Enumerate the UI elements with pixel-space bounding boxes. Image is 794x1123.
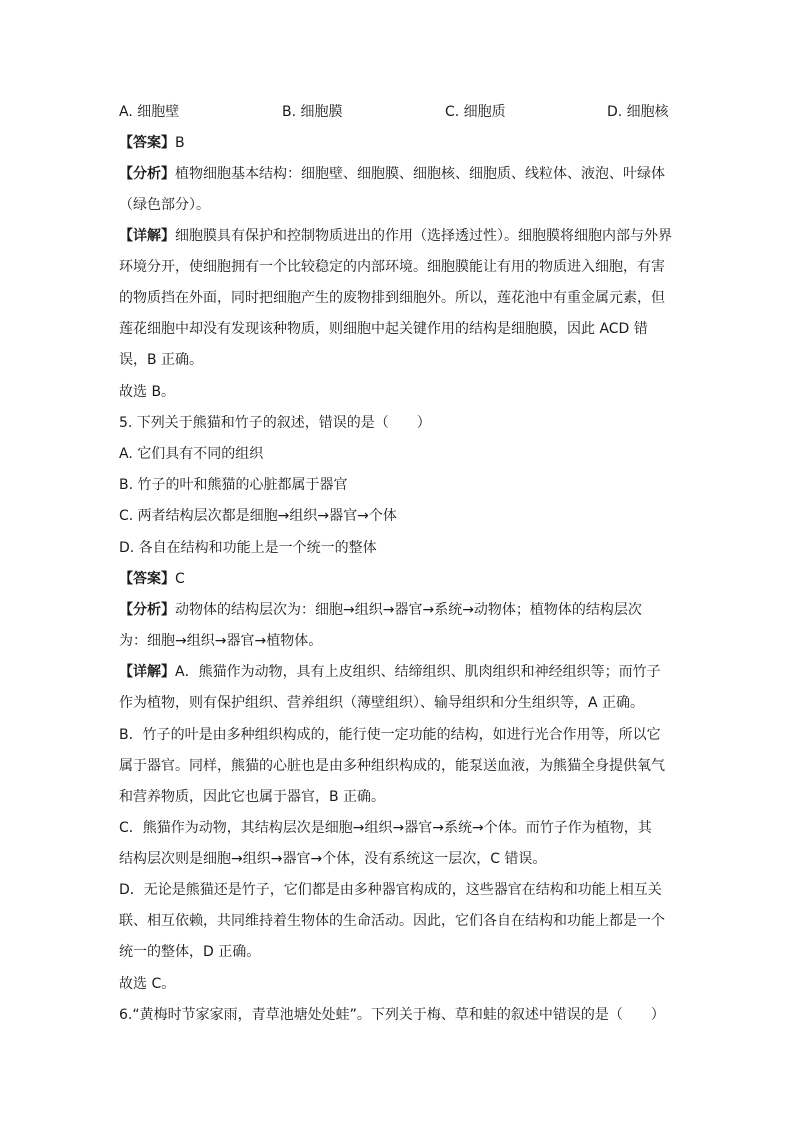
answer-tag: 【答案】 [119,571,175,587]
q5-detail-line-3: B．竹子的叶是由多种组织构成的，能行使一定功能的结构，如进行光合作用等，所以它 [119,727,661,743]
q5-analysis-line-1 [119,600,642,620]
q4-conclusion: 故选 B。 [119,384,176,400]
detail-text: A．熊猫作为动物，具有上皮组织、结缔组织、肌肉组织和神经组织等；而竹子 [175,664,661,680]
q5-option-c: C. 两者结构层次都是细胞→组织→器官→个体 [119,508,397,524]
q6-stem: 6.“黄梅时节家家雨，青草池塘处处蛙”。下列关于梅、草和蛙的叙述中错误的是（ ） [119,1007,665,1023]
detail-tag: 【详解】 [119,228,175,244]
q5-analysis-line-2: 为：细胞→组织→器官→植物体。 [119,633,323,649]
q4-analysis-line-1 [119,164,665,184]
q4-detail-line-1 [119,226,672,246]
analysis-tag: 【分析】 [119,166,175,182]
detail-tag: 【详解】 [119,664,175,680]
q4-detail-line-3: 的物质挡在外面，同时把细胞产生的废物排到细胞外。所以，莲花池中有重金属元素，但 [119,290,665,306]
q5-option-a: A. 它们具有不同的组织 [119,446,264,462]
answer-value: B [175,135,185,151]
q4-option-c: C. 细胞质 [445,104,506,120]
analysis-text: 动物体的结构层次为：细胞→组织→器官→系统→动物体；植物体的结构层次 [175,602,642,618]
q5-detail-line-10: 统一的整体，D 正确。 [119,944,261,960]
q4-option-a: A. 细胞壁 [119,104,180,120]
q5-detail-line-2: 作为植物，则有保护组织、营养组织（薄壁组织）、输导组织和分生组织等，A 正确。 [119,695,645,711]
q5-option-d: D. 各自在结构和功能上是一个统一的整体 [119,540,377,556]
q5-detail-line-6: C．熊猫作为动物，其结构层次是细胞→组织→器官→系统→个体。而竹子作为植物，其 [119,820,652,836]
analysis-tag: 【分析】 [119,602,175,618]
answer-tag: 【答案】 [119,135,175,151]
q5-stem: 5. 下列关于熊猫和竹子的叙述，错误的是（ ） [119,415,431,431]
detail-text: 细胞膜具有保护和控制物质进出的作用（选择透过性）。细胞膜将细胞内部与外界 [175,228,672,244]
q4-option-b: B. 细胞膜 [282,104,343,120]
analysis-text: 植物细胞基本结构：细胞壁、细胞膜、细胞核、细胞质、线粒体、液泡、叶绿体 [175,166,665,182]
q5-detail-line-8: D．无论是熊猫还是竹子，它们都是由多种器官构成的，这些器官在结构和功能上相互关 [119,882,662,898]
q5-detail-line-7: 结构层次则是细胞→组织→器官→个体，没有系统这一层次，C 错误。 [119,851,547,867]
q5-answer [119,569,185,589]
q5-detail-line-4: 属于器官。同样，熊猫的心脏也是由多种组织构成的，能泵送血液，为熊猫全身提供氧气 [119,758,665,774]
answer-value: C [175,571,185,587]
q4-detail-line-5: 误，B 正确。 [119,352,204,368]
q5-conclusion: 故选 C。 [119,976,176,992]
q4-detail-line-2: 环境分开，使细胞拥有一个比较稳定的内部环境。细胞膜能让有用的物质进入细胞，有害 [119,259,665,275]
q4-answer [119,133,185,153]
q4-analysis-line-2: （绿色部分）。 [119,197,210,213]
q5-option-b: B. 竹子的叶和熊猫的心脏都属于器官 [119,477,348,493]
q4-detail-line-4: 莲花细胞中却没有发现该种物质，则细胞中起关键作用的结构是细胞膜，因此 ACD 错 [119,321,648,337]
q4-option-d: D. 细胞核 [607,104,669,120]
q5-detail-line-9: 联、相互依赖，共同维持着生物体的生命活动。因此，它们各自在结构和功能上都是一个 [119,913,665,929]
q5-detail-line-5: 和营养物质，因此它也属于器官，B 正确。 [119,789,386,805]
q5-detail-line-1 [119,662,661,682]
